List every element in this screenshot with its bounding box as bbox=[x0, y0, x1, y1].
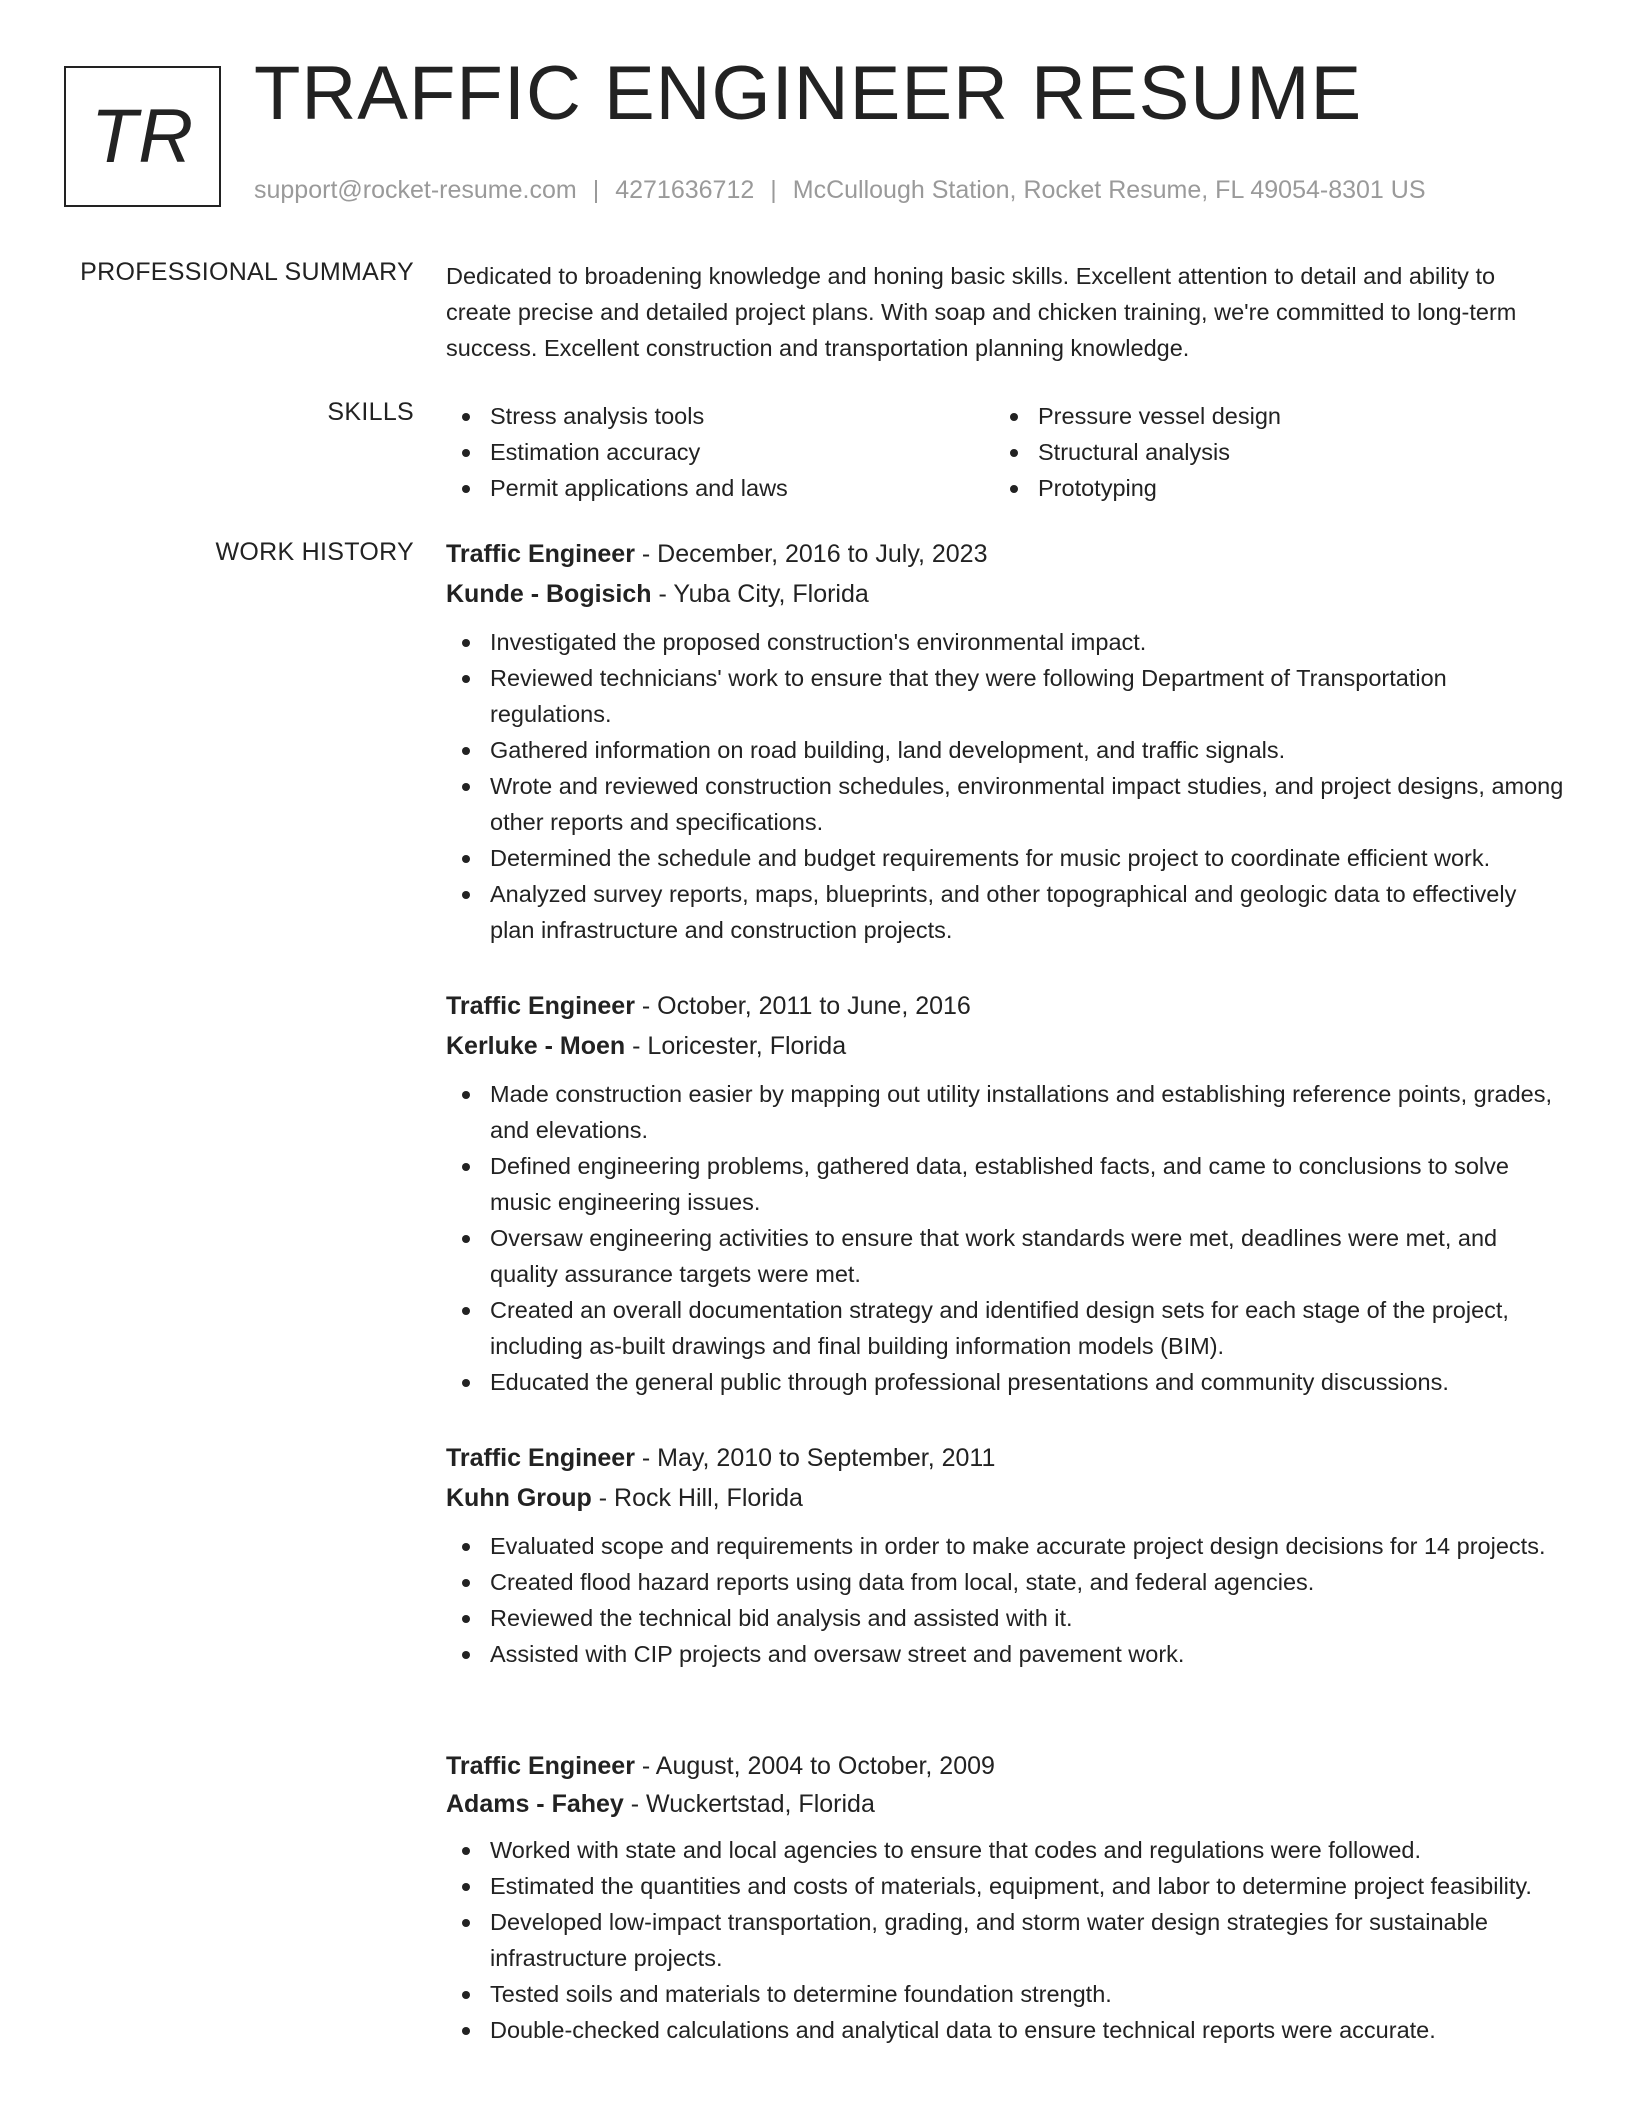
duty-item: Double-checked calculations and analytical data to ensure technical reports were accurate. bbox=[446, 2012, 1566, 2048]
contact-separator: | bbox=[770, 176, 777, 204]
contact-email: support@rocket-resume.com bbox=[254, 176, 577, 204]
skill-item: Permit applications and laws bbox=[446, 470, 994, 506]
job-title: Traffic Engineer bbox=[446, 540, 635, 568]
job-dates: - December, 2016 to July, 2023 bbox=[634, 540, 988, 568]
job-title-line bbox=[446, 1438, 1566, 1478]
job-entry bbox=[446, 1438, 1566, 1672]
contact-phone: 4271636712 bbox=[615, 176, 755, 204]
job-entry bbox=[446, 986, 1566, 1400]
duty-list bbox=[446, 1528, 1566, 1672]
summary-label: PROFESSIONAL SUMMARY bbox=[80, 258, 414, 286]
duty-item: Reviewed technicians' work to ensure that they were following Department of Transportation regulations. bbox=[446, 660, 1566, 732]
company-name: Kerluke - Moen bbox=[446, 1032, 626, 1060]
summary-text: Dedicated to broadening knowledge and honing basic skills. Excellent attention to detail and ability to create precise and detailed project plans. With soap and chicken training, we're committed to long-term success. Excellent construction and transportation planning knowledge. bbox=[446, 263, 1517, 361]
duty-item: Investigated the proposed construction's environmental impact. bbox=[446, 624, 1566, 660]
company-location: - Loricester, Florida bbox=[625, 1032, 847, 1060]
duty-item: Developed low-impact transportation, grading, and storm water design strategies for sustainable infrastructure projects. bbox=[446, 1904, 1566, 1976]
monogram-initials: TR bbox=[90, 94, 195, 179]
contact-separator: | bbox=[592, 176, 600, 204]
job-entry bbox=[446, 534, 1566, 948]
duty-item: Made construction easier by mapping out utility installations and establishing reference points, grades, and elevations. bbox=[446, 1076, 1566, 1148]
duty-item: Gathered information on road building, land development, and traffic signals. bbox=[446, 732, 1566, 768]
skill-item: Structural analysis bbox=[994, 434, 1542, 470]
skills-label: SKILLS bbox=[327, 398, 414, 426]
company-location: - Wuckertstad, Florida bbox=[623, 1790, 875, 1818]
skills-list-left bbox=[446, 398, 994, 506]
job-title-line bbox=[446, 534, 1566, 574]
job-dates: - August, 2004 to October, 2009 bbox=[634, 1752, 995, 1780]
job-title: Traffic Engineer bbox=[446, 1752, 635, 1780]
company-name: Kunde - Bogisich bbox=[446, 580, 652, 608]
contact-line bbox=[254, 176, 1426, 205]
duty-item: Oversaw engineering activities to ensure that work standards were met, deadlines were met, and quality assurance targets were met. bbox=[446, 1220, 1566, 1292]
company-location: - Yuba City, Florida bbox=[651, 580, 869, 608]
work-history-label: WORK HISTORY bbox=[215, 538, 414, 566]
company-line bbox=[446, 1478, 1566, 1518]
company-location: - Rock Hill, Florida bbox=[591, 1484, 803, 1512]
company-name: Kuhn Group bbox=[446, 1484, 592, 1512]
duty-item: Wrote and reviewed construction schedules, environmental impact studies, and project designs, among other reports and specifications. bbox=[446, 768, 1566, 840]
resume-title: TRAFFIC ENGINEER RESUME bbox=[254, 51, 1363, 136]
duty-list bbox=[446, 624, 1566, 948]
skill-item: Stress analysis tools bbox=[446, 398, 994, 434]
monogram-badge bbox=[64, 66, 221, 207]
duty-item: Created flood hazard reports using data from local, state, and federal agencies. bbox=[446, 1564, 1566, 1600]
job-dates: - May, 2010 to September, 2011 bbox=[634, 1444, 996, 1472]
summary-body bbox=[446, 258, 1566, 366]
job-title-line bbox=[446, 986, 1566, 1026]
skills-body bbox=[446, 398, 1566, 506]
duty-item: Defined engineering problems, gathered data, established facts, and came to conclusions to solve music engineering issues. bbox=[446, 1148, 1566, 1220]
duty-item: Evaluated scope and requirements in order to make accurate project design decisions for 14 projects. bbox=[446, 1528, 1566, 1564]
skill-item: Pressure vessel design bbox=[994, 398, 1542, 434]
duty-list bbox=[446, 1832, 1566, 2048]
duty-item: Assisted with CIP projects and oversaw street and pavement work. bbox=[446, 1636, 1566, 1672]
skills-list-right bbox=[994, 398, 1542, 506]
duty-item: Determined the schedule and budget requirements for music project to coordinate efficient work. bbox=[446, 840, 1566, 876]
duty-item: Created an overall documentation strategy and identified design sets for each stage of the project, including as-built drawings and final building information models (BIM). bbox=[446, 1292, 1566, 1364]
skills-columns bbox=[446, 398, 1566, 506]
company-line bbox=[446, 1786, 1566, 1822]
job-entry bbox=[446, 1746, 1566, 2048]
duty-item: Analyzed survey reports, maps, blueprints, and other topographical and geologic data to effectively plan infrastructure and construction projects. bbox=[446, 876, 1566, 948]
company-name: Adams - Fahey bbox=[446, 1790, 624, 1818]
contact-address: McCullough Station, Rocket Resume, FL 49054-8301 US bbox=[792, 176, 1426, 204]
duty-item: Tested soils and materials to determine foundation strength. bbox=[446, 1976, 1566, 2012]
job-title: Traffic Engineer bbox=[446, 1444, 635, 1472]
duty-item: Estimated the quantities and costs of materials, equipment, and labor to determine project feasibility. bbox=[446, 1868, 1566, 1904]
duty-item: Educated the general public through professional presentations and community discussions. bbox=[446, 1364, 1566, 1400]
skill-item: Estimation accuracy bbox=[446, 434, 994, 470]
job-title-line bbox=[446, 1746, 1566, 1786]
duty-list bbox=[446, 1076, 1566, 1400]
job-title: Traffic Engineer bbox=[446, 992, 635, 1020]
company-line bbox=[446, 1026, 1566, 1066]
duty-item: Worked with state and local agencies to ensure that codes and regulations were followed. bbox=[446, 1832, 1566, 1868]
duty-item: Reviewed the technical bid analysis and assisted with it. bbox=[446, 1600, 1566, 1636]
job-dates: - October, 2011 to June, 2016 bbox=[634, 992, 971, 1020]
company-line bbox=[446, 574, 1566, 614]
skill-item: Prototyping bbox=[994, 470, 1542, 506]
